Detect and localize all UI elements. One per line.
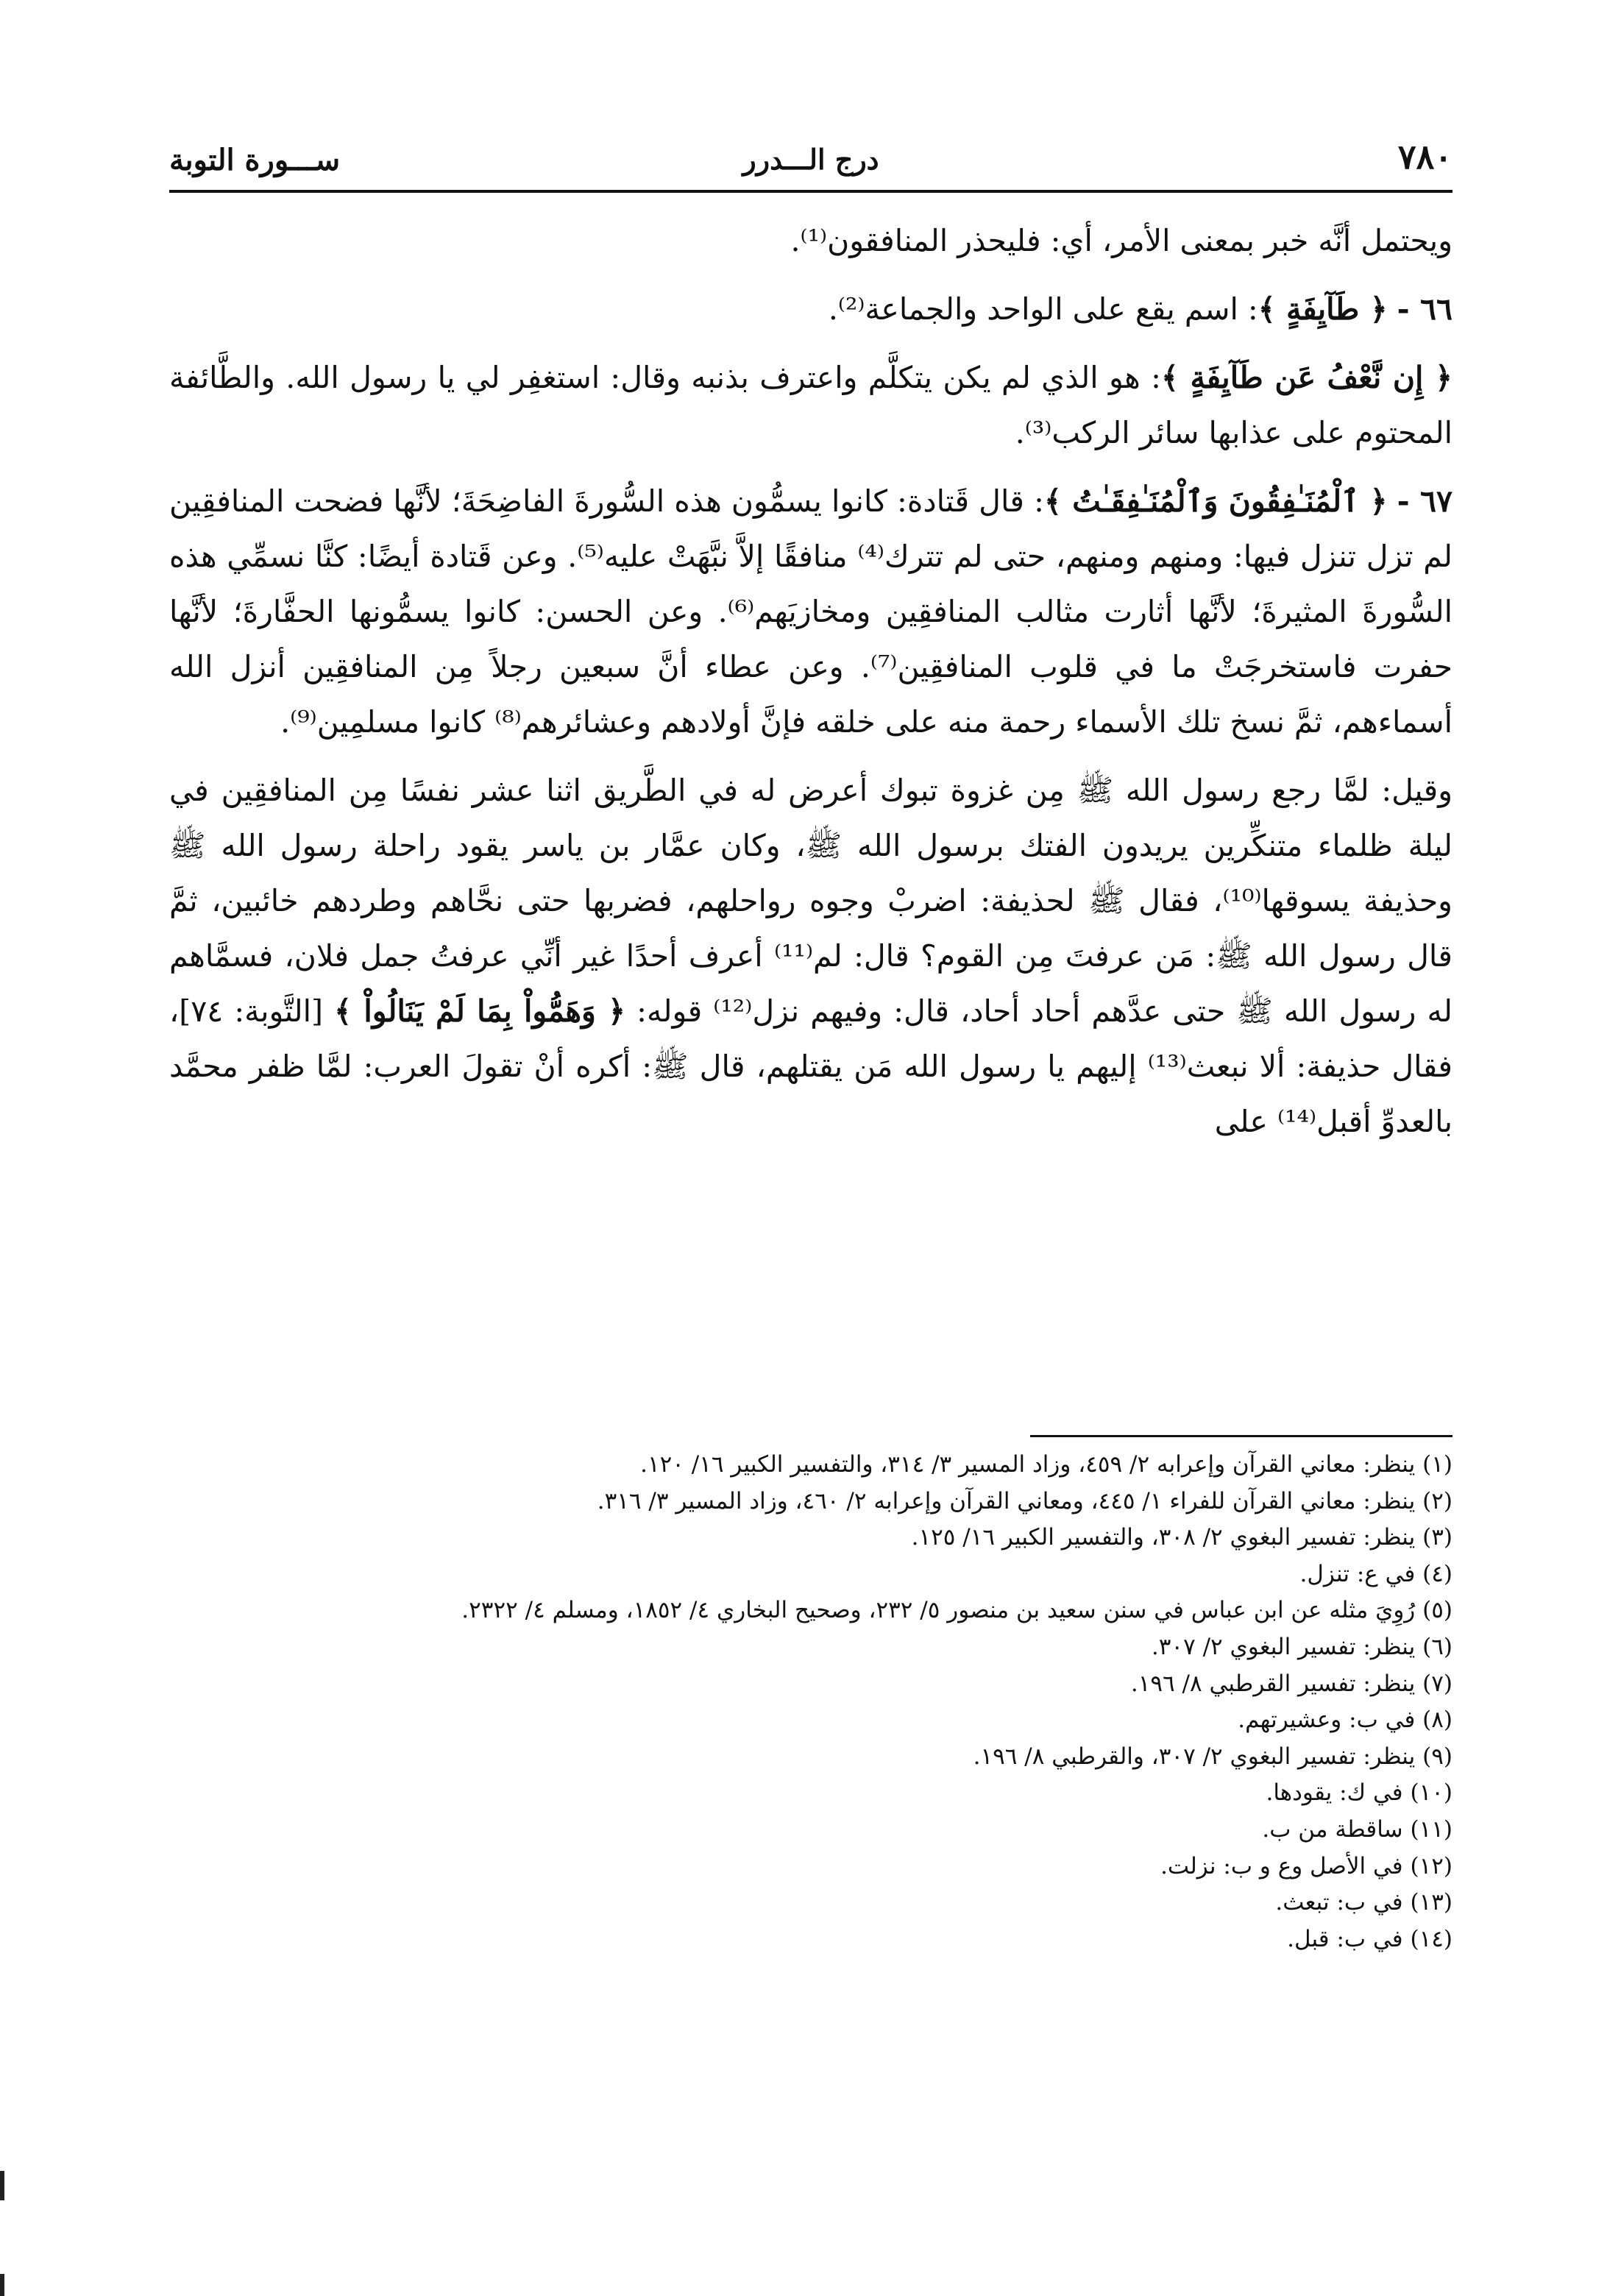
- paragraph-4: ٦٧ - ﴿ ٱلْمُنَـٰفِقُونَ وَٱلْمُنَـٰفِقَـٰتُ ﴾: قال قَتادة: كانوا يسمُّون هذه السُّورةَ الفاضِحَةَ؛ لأنَّها فضحت المنافقِين لم تزل تنزل فيها: ومنهم ومنهم، حتى لم تترك⁽⁴⁾ منافقًا إلاَّ نبَّهَتْ عليه⁽⁵⁾. وعن قَتادة أيضًا: كنَّا نسمِّي هذه السُّورةَ المثيرةَ؛ لأنَّها أثارت مثالب المنافقِين ومخازيَهم⁽⁶⁾. وعن الحسن: كانوا يسمُّونها الحفَّارةَ؛ لأنَّها حفرت فاستخرجَتْ ما في قلوب المنافقِين⁽⁷⁾. وعن عطاء أنَّ سبعين رجلاً مِن المنافقِين أنزل الله أسماءهم، ثمَّ نسخ تلك الأسماء رحمة منه على خلقه فإنَّ أولادهم وعشائرهم⁽⁸⁾ كانوا مسلمِين⁽⁹⁾.: [169, 483, 1452, 740]
- footnote-item: (٦) ينظر: تفسير البغوي ٢/ ٣٠٧.: [1151, 1633, 1452, 1660]
- book-title: درج الـــدرر: [742, 143, 879, 176]
- footnote-item: (٩) ينظر: تفسير البغوي ٢/ ٣٠٧، والقرطبي ٨/ ١٩٦.: [973, 1743, 1452, 1770]
- footnote-item: (١١) ساقطة من ب.: [1262, 1815, 1452, 1843]
- quran-quote: ﴿ ٱلْمُنَـٰفِقُونَ وَٱلْمُنَـٰفِقَـٰتُ ﴾: [1043, 483, 1388, 519]
- verse-number: ٦٧ -: [1397, 483, 1452, 519]
- quran-quote: ﴿ إِن نَّعْفُ عَن طَآيِفَةٍ ﴾: [1160, 360, 1452, 395]
- footnote-item: (١٠) في ك: يقودها.: [1266, 1779, 1452, 1807]
- footnote-item: (٧) ينظر: تفسير القرطبي ٨/ ١٩٦.: [1130, 1670, 1452, 1697]
- header-rule: [169, 190, 1452, 193]
- quran-quote: ﴿ وَهَمُّواْ بِمَا لَمْ يَنَالُواْ ﴾: [334, 993, 626, 1029]
- footnote-item: (١٢) في الأصل وع و ب: نزلت.: [1160, 1852, 1452, 1879]
- footnote-item: (٢) ينظر: معاني القرآن للفراء ١/ ٤٤٥، ومعاني القرآن وإعرابه ٢/ ٤٦٠، وزاد المسير ٣/ ٣١٦.: [597, 1487, 1452, 1514]
- surah-title: ســـورة التوبة: [169, 143, 341, 177]
- paragraph-2: ٦٦ - ﴿ طَآيِفَةٍ ﴾: اسم يقع على الواحد والجماعة⁽²⁾.: [828, 291, 1452, 327]
- footnote-separator: [1030, 1435, 1452, 1437]
- scan-edge-mark: [0, 2171, 4, 2200]
- paragraph-3: ﴿ إِن نَّعْفُ عَن طَآيِفَةٍ ﴾: هو الذي لم يكن يتكلَّم واعترف بذنبه وقال: استغفِر لي يا رسول الله. والطَّائفة المحتوم على عذابها سائر الركب⁽³⁾.: [169, 360, 1452, 450]
- footnote-item: (٣) ينظر: تفسير البغوي ٢/ ٣٠٨، والتفسير الكبير ١٦/ ١٢٥.: [911, 1524, 1452, 1551]
- page-header: [169, 137, 1452, 188]
- main-text: [169, 213, 1452, 1163]
- footnote-item: (١٣) في ب: تبعث.: [1275, 1889, 1452, 1916]
- quran-quote: ﴿ طَآيِفَةٍ ﴾: [1258, 291, 1388, 327]
- page-number: ٧٨٠: [1397, 137, 1452, 177]
- verse-number: ٦٦ -: [1397, 291, 1452, 327]
- footnotes: [169, 1447, 1452, 1957]
- paragraph-1: ويحتمل أنَّه خبر بمعنى الأمر، أي: فليحذر المنافقون⁽¹⁾.: [790, 223, 1452, 258]
- footnote-item: (٤) في ع: تنزل.: [1299, 1560, 1452, 1587]
- footnote-item: (٨) في ب: وعشيرتهم.: [1238, 1707, 1452, 1734]
- paragraph-5: وقيل: لمَّا رجع رسول الله ﷺ مِن غزوة تبوك أعرض له في الطَّريق اثنا عشر نفسًا مِن المنافقِين في ليلة ظلماء متنكِّرين يريدون الفتك برسول الله ﷺ، وكان عمَّار بن ياسر يقود راحلة رسول الله ﷺ وحذيفة يسوقها⁽¹⁰⁾، فقال ﷺ لحذيفة: اضربْ وجوه رواحلهم، فضربها حتى نحَّاهم وطردهم خائبين، ثمَّ قال رسول الله ﷺ: مَن عرفتَ مِن القوم؟ قال: لم⁽¹¹⁾ أعرف أحدًا غير أنِّي عرفتُ جمل فلان، فسمَّاهم له رسول الله ﷺ حتى عدَّهم أحاد أحاد، قال: وفيهم نزل⁽¹²⁾ قوله: ﴿ وَهَمُّواْ بِمَا لَمْ يَنَالُواْ ﴾ [التَّوبة: ٧٤]، فقال حذيفة: ألا نبعث⁽¹³⁾ إليهم يا رسول الله مَن يقتلهم، قال ﷺ: أكره أنْ تقولَ العرب: لمَّا ظفر محمَّد بالعدوِّ أقبل⁽¹⁴⁾ على: [169, 773, 1453, 1139]
- footnote-item: (٥) رُوِيَ مثله عن ابن عباس في سنن سعيد بن منصور ٥/ ٢٣٢، وصحيح البخاري ٤/ ١٨٥٢، ومسلم ٤/ ٢٣٢٢.: [461, 1597, 1452, 1624]
- footnote-item: (١٤) في ب: قبل.: [1287, 1925, 1452, 1952]
- scan-edge-mark: [0, 2274, 4, 2296]
- footnote-item: (١) ينظر: معاني القرآن وإعرابه ٢/ ٤٥٩، وزاد المسير ٣/ ٣١٤، والتفسير الكبير ١٦/ ١٢٠.: [640, 1451, 1452, 1478]
